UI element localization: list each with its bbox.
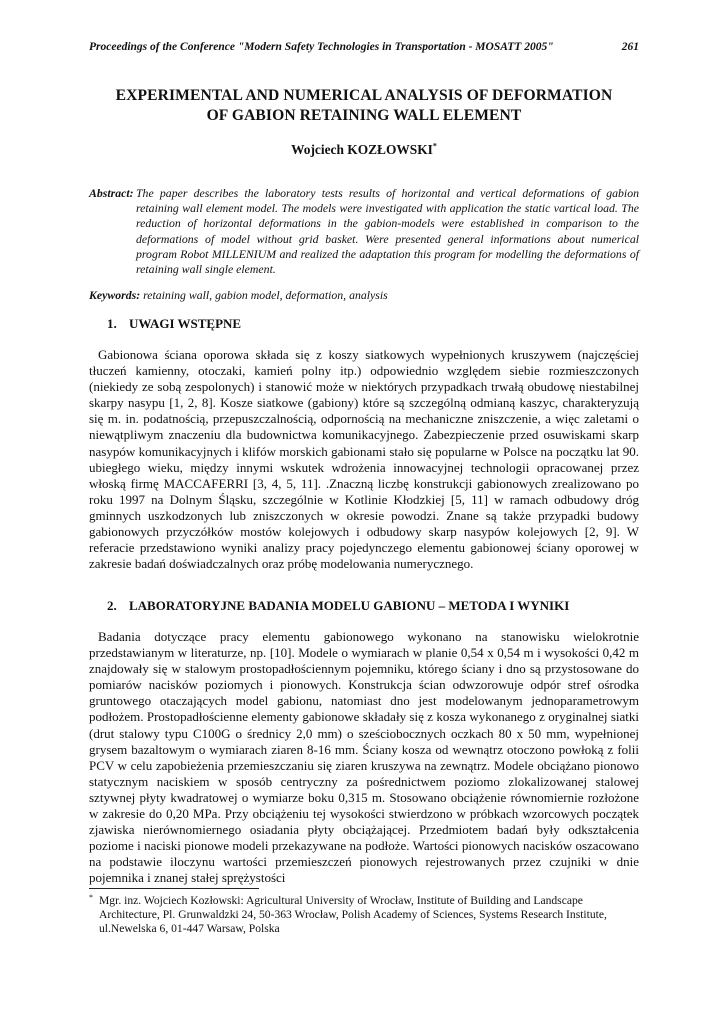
running-header (89, 41, 639, 53)
keywords-label: Keywords: (89, 288, 141, 302)
footnote-divider (89, 888, 259, 889)
section-number: 1. (107, 316, 117, 331)
section-1-paragraph: Gabionowa ściana oporowa składa się z koszy siatkowych wypełnionych kruszywem (najczęściej tłuczeń kamienny, otoczaki, kamień polny itp.) odpowiednio względem siebie rozmieszczonych (niekiedy ze sobą zespolonych) i stanowić może w niektórych przypadkach trwałą obudowę niestabilnej skarpy nasypu [1, 2, 8]. Kosze siatkowe (gabiony) które są szczególną odmianą kaszyc, charakteryzują się m. in. podatnością, przepuszczalnością, odpornością na mechaniczne zniszczenie, a więc zaletami o niewątpliwym znaczeniu dla budownictwa komunikacyjnego. Zabezpieczenie przed osuwiskami skarp nasypów komunikacyjnych i klifów morskich gabionami stało się popularne w Polsce na początku lat 90. ubiegłego wieku, między innymi wskutek wdrożenia innowacyjnej technologii opracowanej przez włoską firmę MACCAFERRI [3, 4, 5, 11]. .Znaczną liczbę konstrukcji gabionowych zrealizowano po roku 1997 na Dolnym Śląsku, szczególnie w Kotlinie Kłodzkiej [5, 11] w ramach odbudowy dróg gminnych uszkodzonych lub zniszczonych w okresie powodzi. Znane są także przypadki budowy gabionowych przyczółków mostów kolejowych i odbudowy skarp nasypów kolejowych [2, 9]. W referacie przedstawiono wyniki analizy pracy pojedynczego elementu gabionowej ściany oporowej w zakresie badań doświadczalnych oraz próbę modelowania numerycznego. (89, 347, 639, 572)
running-title: Proceedings of the Conference "Modern Safety Technologies in Transportation - MOSATT 2005" (89, 41, 554, 53)
section-title: LABORATORYJNE BADANIA MODELU GABIONU – METODA I WYNIKI (129, 598, 570, 613)
keywords-text: retaining wall, gabion model, deformation, analysis (143, 288, 388, 302)
title-line-2: OF GABION RETAINING WALL ELEMENT (206, 107, 522, 124)
section-heading-1 (107, 316, 241, 332)
author (89, 142, 639, 158)
abstract-label: Abstract: (89, 186, 134, 200)
page-number: 261 (621, 41, 639, 53)
section-number: 2. (107, 598, 117, 613)
abstract (89, 186, 639, 277)
author-name: Wojciech KOZŁOWSKI (291, 142, 433, 157)
paper-title (79, 86, 649, 126)
footnote-mark: * (89, 893, 93, 902)
title-line-1: EXPERIMENTAL AND NUMERICAL ANALYSIS OF DEFORMATION (115, 87, 613, 104)
keywords (89, 288, 639, 303)
section-heading-2 (107, 598, 569, 614)
section-2-paragraph: Badania dotyczące pracy elementu gabionowego wykonano na stanowisku wielokrotnie przedstawianym w literaturze, np. [10]. Modele o wymiarach w planie 0,54 x 0,54 m i wysokości 0,42 m znajdowały się w stalowym prostopadłościennym pojemniku, którego ściany i dno są przystosowane do pomiarów nacisków poziomych i pionowych. Konstrukcja ścian odwzorowuje odpór stref ośrodka gruntowego otaczających model gabionu, natomiast dno jest modelowanym jednoparametrowym podłożem. Prostopadłościenne elementy gabionowe składały się z kosza wykonanego z oryginalnej siatki (drut stalowy typu C100G o średnicy 2,0 mm) o sześciobocznych oczkach 80 x 50 mm, wypełnionej grysem bazaltowym o wymiarach ziaren 8-16 mm. Ściany kosza od wewnątrz otoczono powłoką z folii PCV w celu zapobieżenia przemieszczaniu się ziaren kruszywa na zewnątrz. Modele obciążano pionowo statycznym naciskiem w sposób centryczny za pośrednictwem poziomo zlokalizowanej stalowej sztywnej płyty kwadratowej o wymiarze boku 0,315 m. Stosowano obciążenie równomiernie rozłożone w zakresie do 0,20 MPa. Przy obciążeniu tej wysokości stwierdzono w próbkach wzorcowych początek zjawiska nierównomiernego osiadania płyty obciążającej. Przedmiotem badań były odkształcenia poziome i naciski pionowe modeli przekazywane na podłoże. Wartości pionowych nacisków oszacowano na podstawie iloczynu wartości przemieszczeń pionowych rejestrowanych przez czujniki w dnie pojemnika i znanej stałej sprężystości (89, 629, 639, 886)
footnote (89, 894, 639, 937)
section-title: UWAGI WSTĘPNE (129, 316, 242, 331)
footnote-text: Mgr. inz. Wojciech Kozłowski: Agricultural University of Wrocław, Institute of Building and Landscape Architecture, Pl. Grunwaldzki 24, 50-363 Wrocław, Polish Academy of Sciences, Systems Research Institute, ul.Newelska 6, 01-447 Warsaw, Polska (99, 894, 607, 936)
abstract-text: The paper describes the laboratory tests results of horizontal and vertical deformations of gabion retaining wall element model. The models were investigated with application the static vartical load. The reduction of horizontal deformations in the gabion-models were established in comparison to the deformations of model without grid basket. Were presented general informations about numerical program Robot MILLENIUM and realized the adaptation this program for modelling the deformations of retaining wall single element. (136, 186, 639, 277)
author-footnote-mark: * (432, 141, 437, 151)
